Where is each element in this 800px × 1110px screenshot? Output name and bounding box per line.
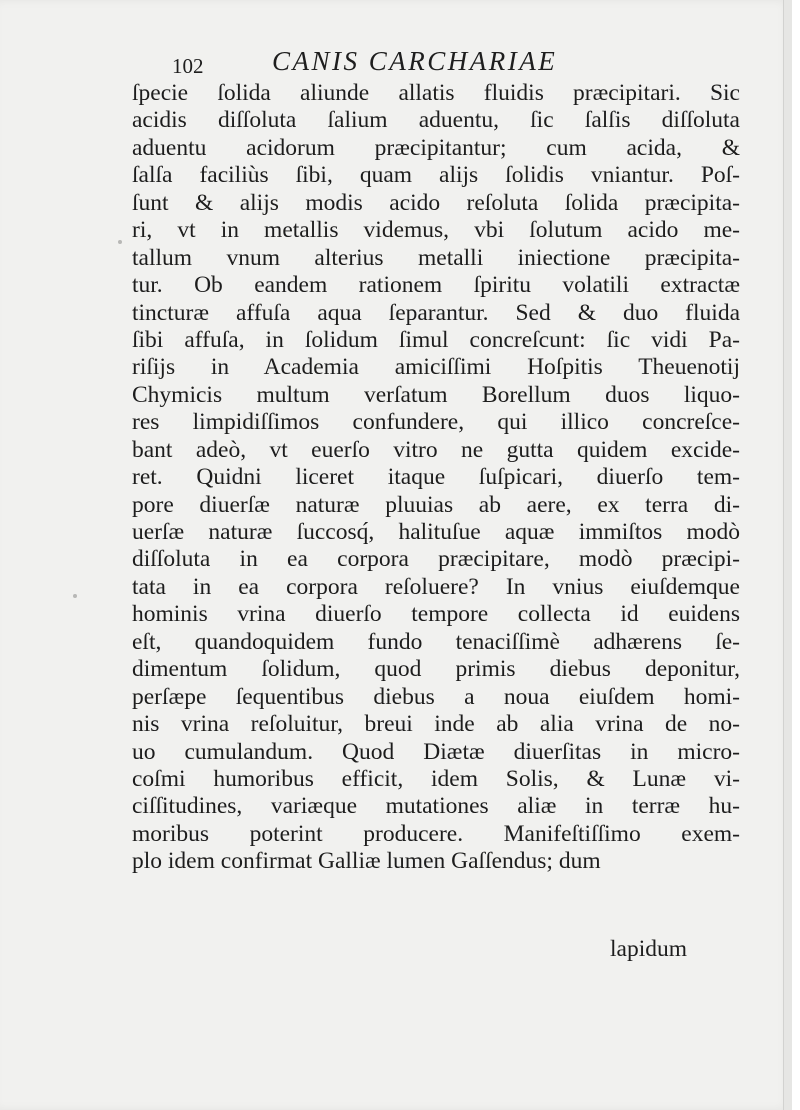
text-line: tincturæ affuſa aqua ſeparantur. Sed & duo fluida: [132, 299, 740, 326]
text-line: res limpidiſſimos confundere, qui illico concreſce-: [132, 409, 740, 436]
ink-speck: [118, 240, 122, 244]
text-line: coſmi humoribus efficit, idem Solis, & Lunæ vi-: [132, 765, 740, 792]
text-line: tur. Ob eandem rationem ſpiritu volatili extractæ: [132, 272, 740, 299]
catchword: lapidum: [610, 936, 688, 962]
text-line: uo cumulandum. Quod Diætæ diuerſitas in micro-: [132, 738, 740, 765]
text-line: ſunt & alijs modis acido reſoluta ſolida præcipita-: [132, 189, 740, 216]
running-title: CANIS CARCHARIAE: [272, 46, 558, 76]
text-line: riſijs in Academia amiciſſimi Hoſpitis Theuenotij: [132, 354, 740, 381]
text-line: bant adeò, vt euerſo vitro ne gutta quidem excide-: [132, 436, 740, 463]
text-line: eſt, quandoquidem fundo tenaciſſimè adhærens ſe-: [132, 628, 740, 655]
text-line: diſſoluta in ea corpora præcipitare, modò præcipi-: [132, 546, 740, 573]
body-text: [132, 80, 740, 876]
text-line: moribus poterint producere. Manifeſtiſſimo exem-: [132, 820, 740, 847]
text-line: Chymicis multum verſatum Borellum duos liquo-: [132, 381, 740, 408]
text-line: uerſæ naturæ ſuccosq́, halituſue aquæ immiſtos modò: [132, 519, 740, 545]
ink-speck: [73, 594, 77, 598]
text-line: dimentum ſolidum, quod primis diebus deponitur,: [132, 656, 740, 683]
text-line: ri, vt in metallis videmus, vbi ſolutum acido me-: [132, 217, 740, 244]
text-line: ret. Quidni liceret itaque ſuſpicari, diuerſo tem-: [132, 464, 740, 491]
text-line: plo idem confirmat Galliæ lumen Gaſſendus; dum: [132, 848, 601, 875]
text-line: pore diuerſæ naturæ pluuias ab aere, ex terra di-: [132, 491, 740, 518]
page-header: [172, 46, 732, 80]
page-number: 102: [172, 54, 204, 78]
text-line: ciſſitudines, variæque mutationes aliæ in terræ hu-: [132, 793, 740, 820]
text-line: nis vrina reſoluitur, breui inde ab alia vrina de no-: [132, 711, 740, 738]
text-line: ſibi affuſa, in ſolidum ſimul concreſcunt: ſic vidi Pa-: [132, 326, 740, 353]
text-line: tallum vnum alterius metalli iniectione præcipita-: [132, 244, 740, 271]
text-line: acidis diſſoluta ſalium aduentu, ſic ſalſis diſſoluta: [132, 107, 740, 134]
page-edge: [783, 0, 792, 1110]
text-line: perſæpe ſequentibus diebus a noua eiuſdem homi-: [132, 683, 740, 710]
text-line: tata in ea corpora reſoluere? In vnius eiuſdemque: [132, 573, 740, 600]
text-line: ſalſa faciliùs ſibi, quam alijs ſolidis vniantur. Poſ-: [132, 162, 740, 189]
text-line: ſpecie ſolida aliunde allatis fluidis præcipitari. Sic: [132, 80, 740, 106]
text-line: aduentu acidorum præcipitantur; cum acida, &: [132, 134, 740, 161]
text-line: hominis vrina diuerſo tempore collecta id euidens: [132, 601, 740, 628]
